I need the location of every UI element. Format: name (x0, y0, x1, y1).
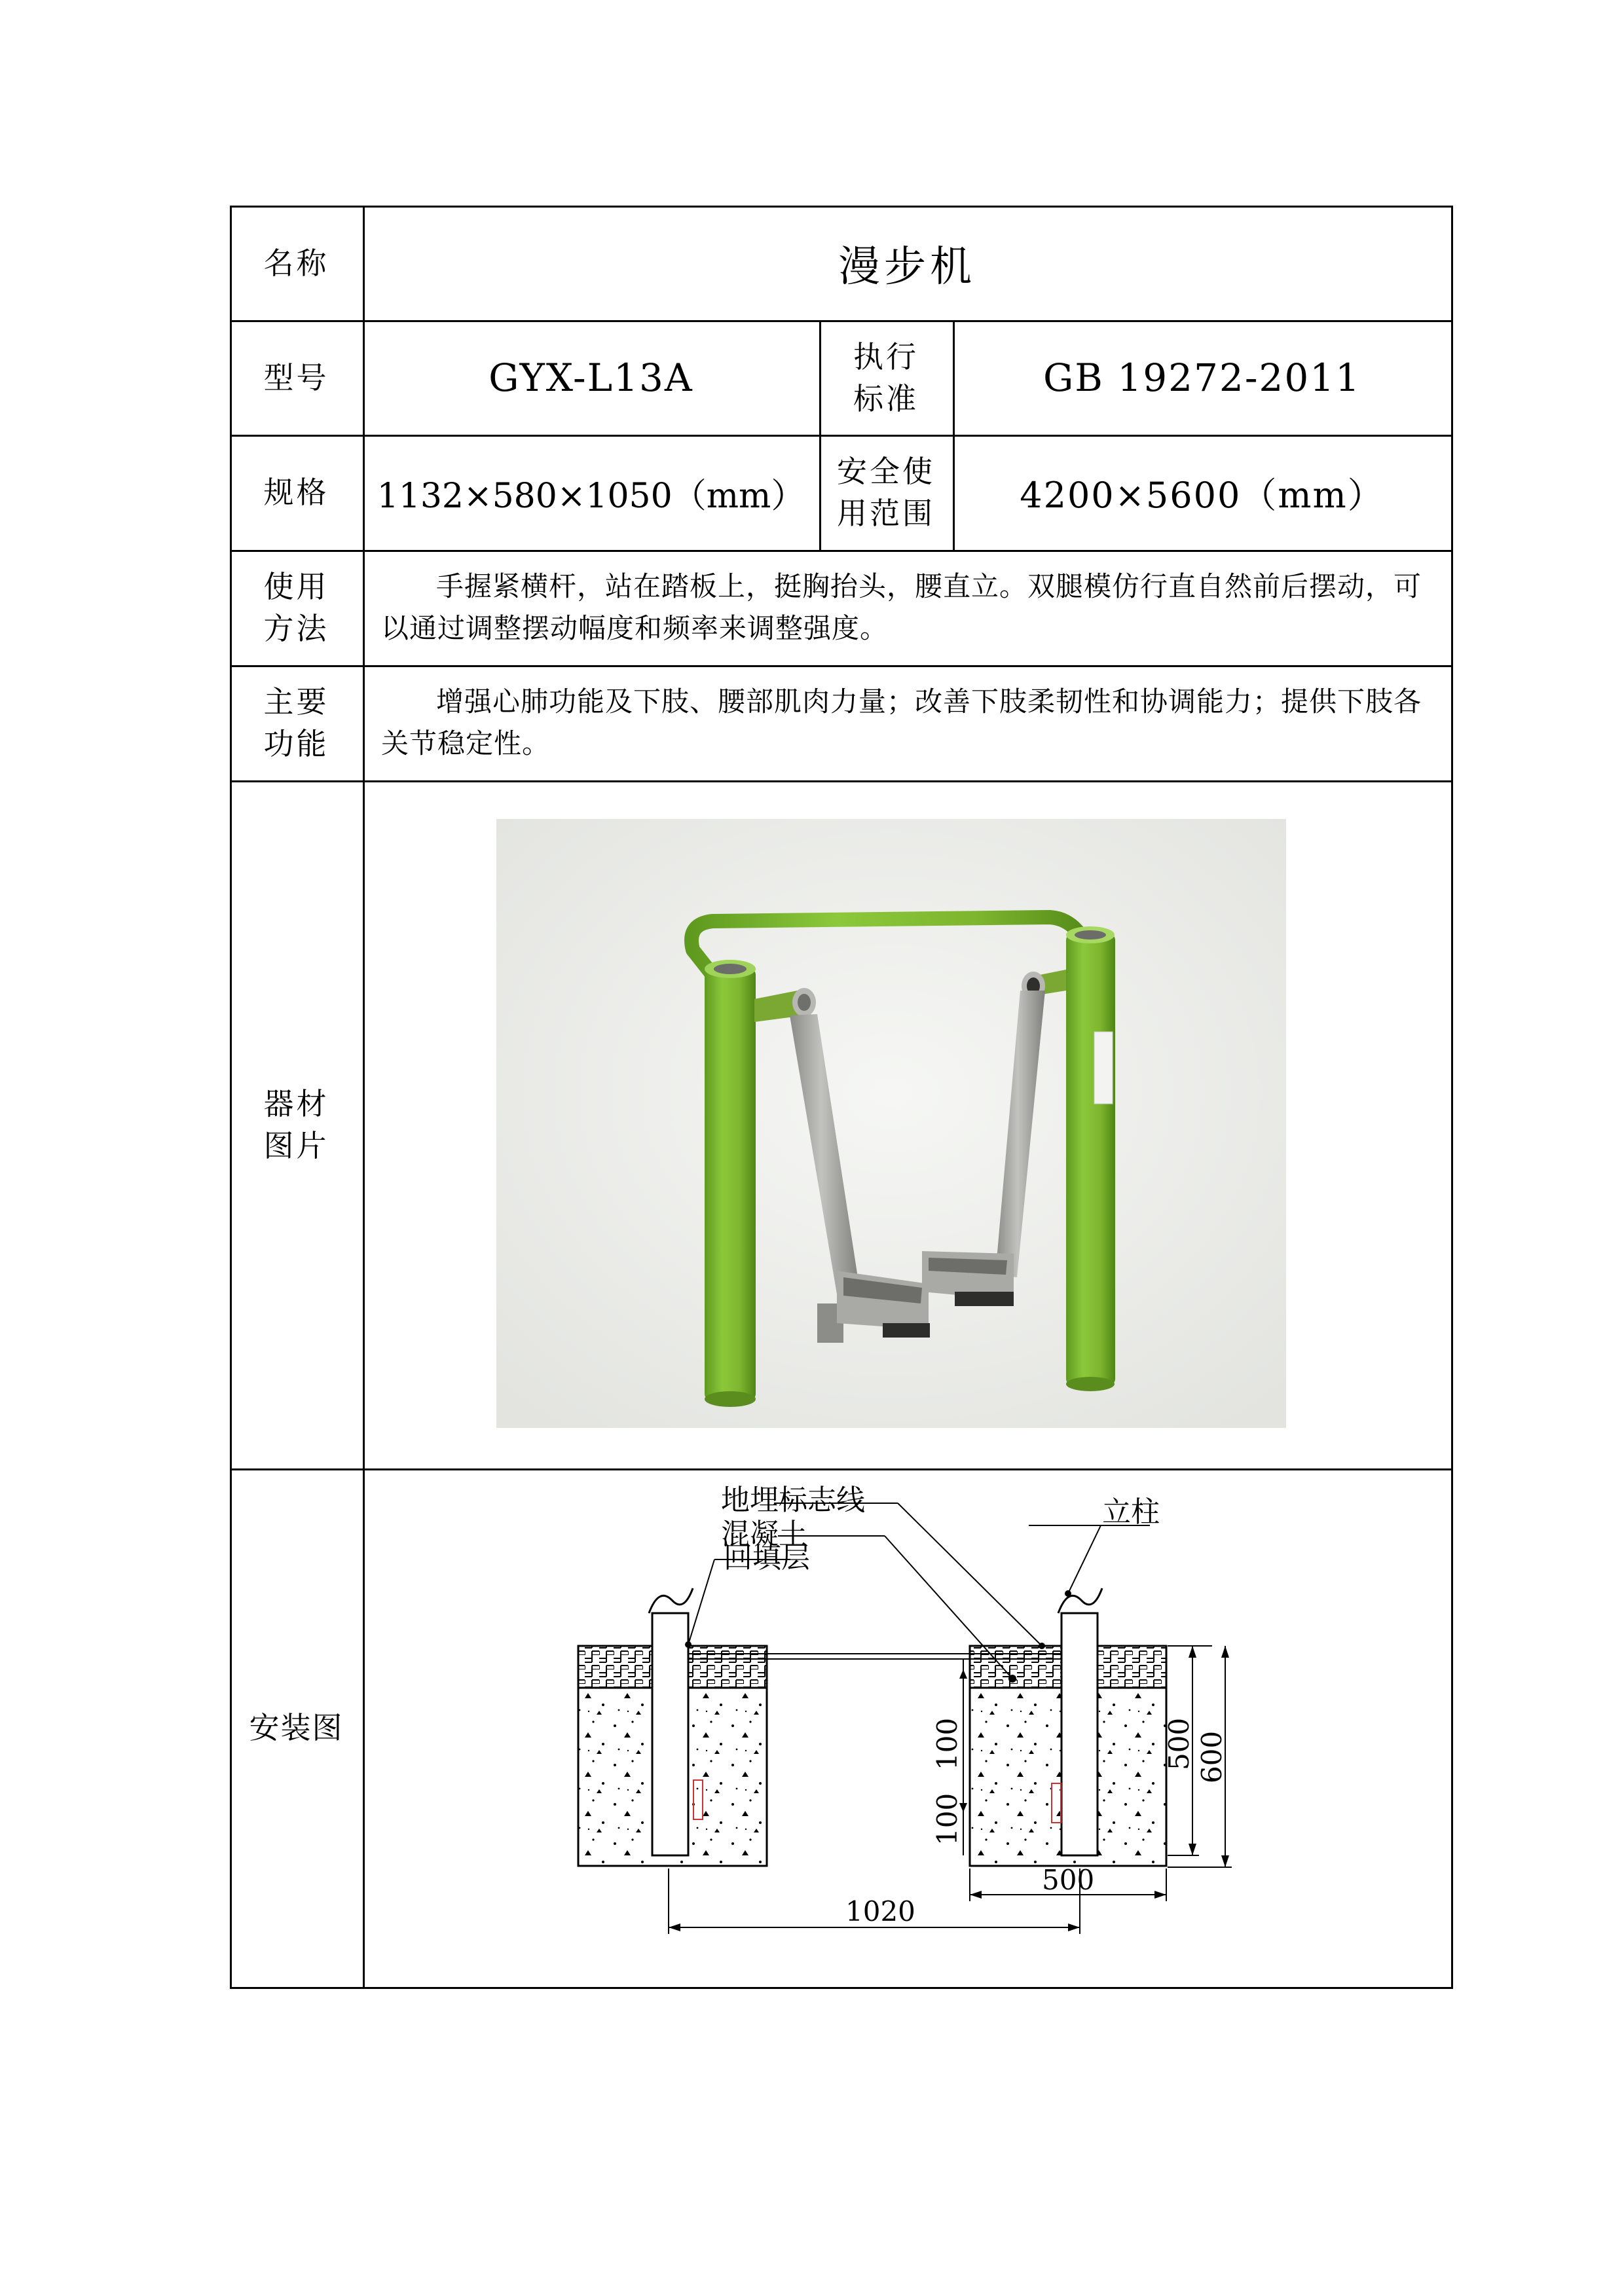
install-label: 安装图 (249, 1710, 344, 1745)
dim-500-horizontal: 500 (1042, 1864, 1095, 1896)
spec-value: 1132×580×1050（mm） (377, 476, 805, 516)
callout-marker-line: 地埋标志线 (721, 1484, 865, 1517)
name-label: 名称 (263, 245, 329, 281)
standard-value: GB 19272-2011 (1043, 355, 1361, 400)
dim-500-vertical: 500 (1163, 1717, 1195, 1770)
model-value: GYX-L13A (489, 355, 693, 400)
callout-backfill: 回填层 (724, 1541, 810, 1575)
standard-label: 执行标准 (853, 338, 919, 416)
function-text: 增强心肺功能及下肢、腰部肌肉力量；改善下肢柔韧性和协调能力；提供下肢各关节稳定性。 (381, 685, 1422, 759)
dim-1020: 1020 (845, 1895, 915, 1927)
safe-range-label: 安全使 用范围 (837, 454, 935, 531)
photo-label: 器材 图片 (263, 1085, 329, 1163)
product-name: 漫步机 (838, 242, 976, 291)
dim-100-upper: 100 (931, 1717, 963, 1770)
callout-post: 立柱 (1102, 1495, 1160, 1529)
callout-concrete: 混凝土 (721, 1518, 807, 1551)
dim-600-vertical: 600 (1196, 1730, 1228, 1783)
model-label: 型号 (263, 359, 329, 395)
function-label: 主要 功能 (263, 684, 329, 761)
install-diagram (570, 1482, 1356, 1980)
spec-label: 规格 (263, 475, 329, 510)
safe-range-value: 4200×5600（mm） (1020, 474, 1384, 516)
equipment-photo (496, 819, 1286, 1428)
usage-text: 手握紧横杆，站在踏板上，挺胸抬头，腰直立。双腿模仿行直自然前后摆动，可以通过调整摆动幅度和频率来调整强度。 (381, 570, 1422, 644)
dim-100-lower: 100 (931, 1793, 963, 1846)
usage-label: 使用 方法 (263, 569, 329, 646)
spec-sheet-table (230, 206, 1453, 1989)
